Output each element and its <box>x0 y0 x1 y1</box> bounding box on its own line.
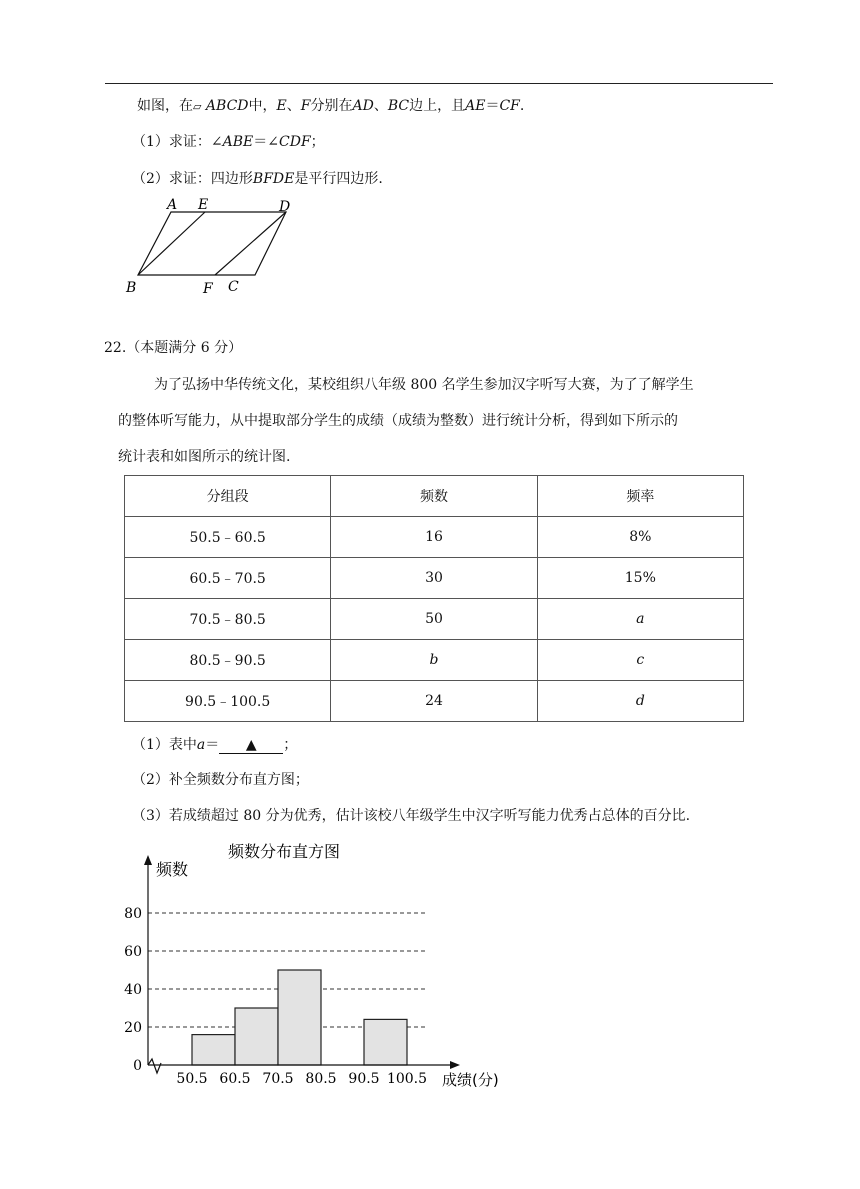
table-cell: 30 <box>331 558 537 599</box>
segment-be <box>138 212 205 275</box>
math-ae: AE <box>465 98 486 114</box>
y-axis-label: 频数 <box>156 860 189 879</box>
y-tick-label: 40 <box>124 982 142 998</box>
label-b: B <box>126 280 137 296</box>
intro-text: . <box>519 98 525 114</box>
table-cell: 50.5﹣60.5 <box>125 517 331 558</box>
intro-text: ＝ <box>485 98 500 114</box>
x-tick-label: 70.5 <box>262 1071 294 1087</box>
problem22-q1 <box>132 735 297 755</box>
histogram-bar <box>278 970 321 1065</box>
histogram-bar <box>235 1008 278 1065</box>
y-tick-label: 60 <box>124 944 142 960</box>
intro-text: 、 <box>286 98 301 114</box>
table-row <box>125 599 744 640</box>
frequency-table <box>124 475 744 722</box>
math-ad: AD <box>352 98 374 114</box>
x-tick-label: 50.5 <box>176 1071 208 1087</box>
q2-prefix: （2）求证：四边形 <box>132 171 253 187</box>
table-cell: 80.5﹣90.5 <box>125 640 331 681</box>
problem21-q1 <box>132 132 325 152</box>
q1-prefix: （1）表中 <box>132 737 197 753</box>
math-bc: BC <box>387 98 410 114</box>
x-axis-label: 成绩(分) <box>442 1071 499 1089</box>
y-axis-arrow <box>144 855 152 865</box>
intro-text: 、 <box>373 98 388 114</box>
y-tick-label: 0 <box>133 1058 142 1074</box>
table-cell: 60.5﹣70.5 <box>125 558 331 599</box>
table-header-cell: 频率 <box>537 476 743 517</box>
table-cell: 15% <box>537 558 743 599</box>
quad-bfde: BFDE <box>252 171 295 187</box>
angle-cdf: ∠CDF <box>267 134 311 150</box>
intro-text: 中， <box>248 98 277 114</box>
intro-text: 分别在 <box>310 98 353 114</box>
label-f: F <box>203 281 213 297</box>
intro-text: 边上，且 <box>409 98 466 114</box>
problem22-para-line3: 统计表和如图所示的统计图. <box>118 449 291 465</box>
table-cell: 16 <box>331 517 537 558</box>
table-row <box>125 517 744 558</box>
problem21-intro <box>137 96 524 117</box>
label-d: D <box>279 199 291 215</box>
problem22-para-line2: 的整体听写能力，从中提取部分学生的成绩（成绩为整数）进行统计分析，得到如下所示的 <box>118 413 678 429</box>
x-tick-label: 60.5 <box>219 1071 251 1087</box>
table-header-row <box>125 476 744 517</box>
segment-fd <box>215 212 286 275</box>
y-tick-labels <box>124 906 142 1074</box>
x-tick-label: 80.5 <box>305 1071 337 1087</box>
label-c: C <box>228 279 239 295</box>
q1-eq: ＝ <box>253 134 268 150</box>
math-e: E <box>276 98 287 114</box>
histogram-bar <box>192 1035 235 1065</box>
math-abcd: ABCD <box>205 98 249 114</box>
table-row <box>125 558 744 599</box>
table-header-cell: 频数 <box>331 476 537 517</box>
problem22-q2: （2）补全频数分布直方图； <box>132 772 309 788</box>
table-cell: b <box>331 640 537 681</box>
label-e: E <box>198 197 209 213</box>
q1-end: ； <box>283 737 298 753</box>
q1-prefix: （1）求证： <box>132 134 211 150</box>
problem22-q3: （3）若成绩超过 80 分为优秀，估计该校八年级学生中汉字听写能力优秀占总体的百分比. <box>132 808 691 824</box>
histogram-bar <box>364 1019 407 1065</box>
angle-abe: ∠ABE <box>210 134 254 150</box>
var-a: a <box>196 737 206 753</box>
table-row <box>125 640 744 681</box>
chart-title: 频数分布直方图 <box>228 842 341 861</box>
x-tick-labels <box>176 1071 427 1087</box>
x-tick-label: 100.5 <box>386 1071 428 1087</box>
problem22-header: 22.（本题满分 6 分） <box>104 340 243 356</box>
table-cell: c <box>537 640 743 681</box>
top-rule <box>105 83 773 84</box>
x-tick-label: 90.5 <box>348 1071 380 1087</box>
parallelogram-figure <box>118 192 303 302</box>
math-f: F <box>300 98 311 114</box>
table-row <box>125 681 744 722</box>
math-cf: CF <box>499 98 520 114</box>
intro-text: 如图，在 <box>137 98 193 114</box>
q1-eq: ＝ <box>205 737 220 753</box>
problem21-q2 <box>132 169 383 189</box>
table-cell: 90.5﹣100.5 <box>125 681 331 722</box>
table-cell: 50 <box>331 599 537 640</box>
answer-blank: ▲ <box>219 737 283 754</box>
parallelogram-abcd <box>138 212 286 275</box>
table-cell: d <box>537 681 743 722</box>
chart-bars <box>192 970 407 1065</box>
y-tick-label: 20 <box>124 1020 142 1036</box>
y-tick-label: 80 <box>124 906 142 922</box>
frequency-histogram <box>110 835 530 1095</box>
parallelogram-symbol: ▱ <box>193 100 202 113</box>
table-cell: 24 <box>331 681 537 722</box>
axis-break-mark <box>148 1059 161 1073</box>
table-cell: 70.5﹣80.5 <box>125 599 331 640</box>
q1-end: ； <box>310 134 325 150</box>
table-cell: a <box>537 599 743 640</box>
x-axis-arrow <box>450 1061 460 1069</box>
q2-end: 是平行四边形. <box>294 171 383 187</box>
table-header-cell: 分组段 <box>125 476 331 517</box>
problem22-para-line1: 为了弘扬中华传统文化，某校组织八年级 800 名学生参加汉字听写大赛，为了了解学生 <box>154 377 694 393</box>
label-a: A <box>167 197 178 213</box>
table-cell: 8% <box>537 517 743 558</box>
